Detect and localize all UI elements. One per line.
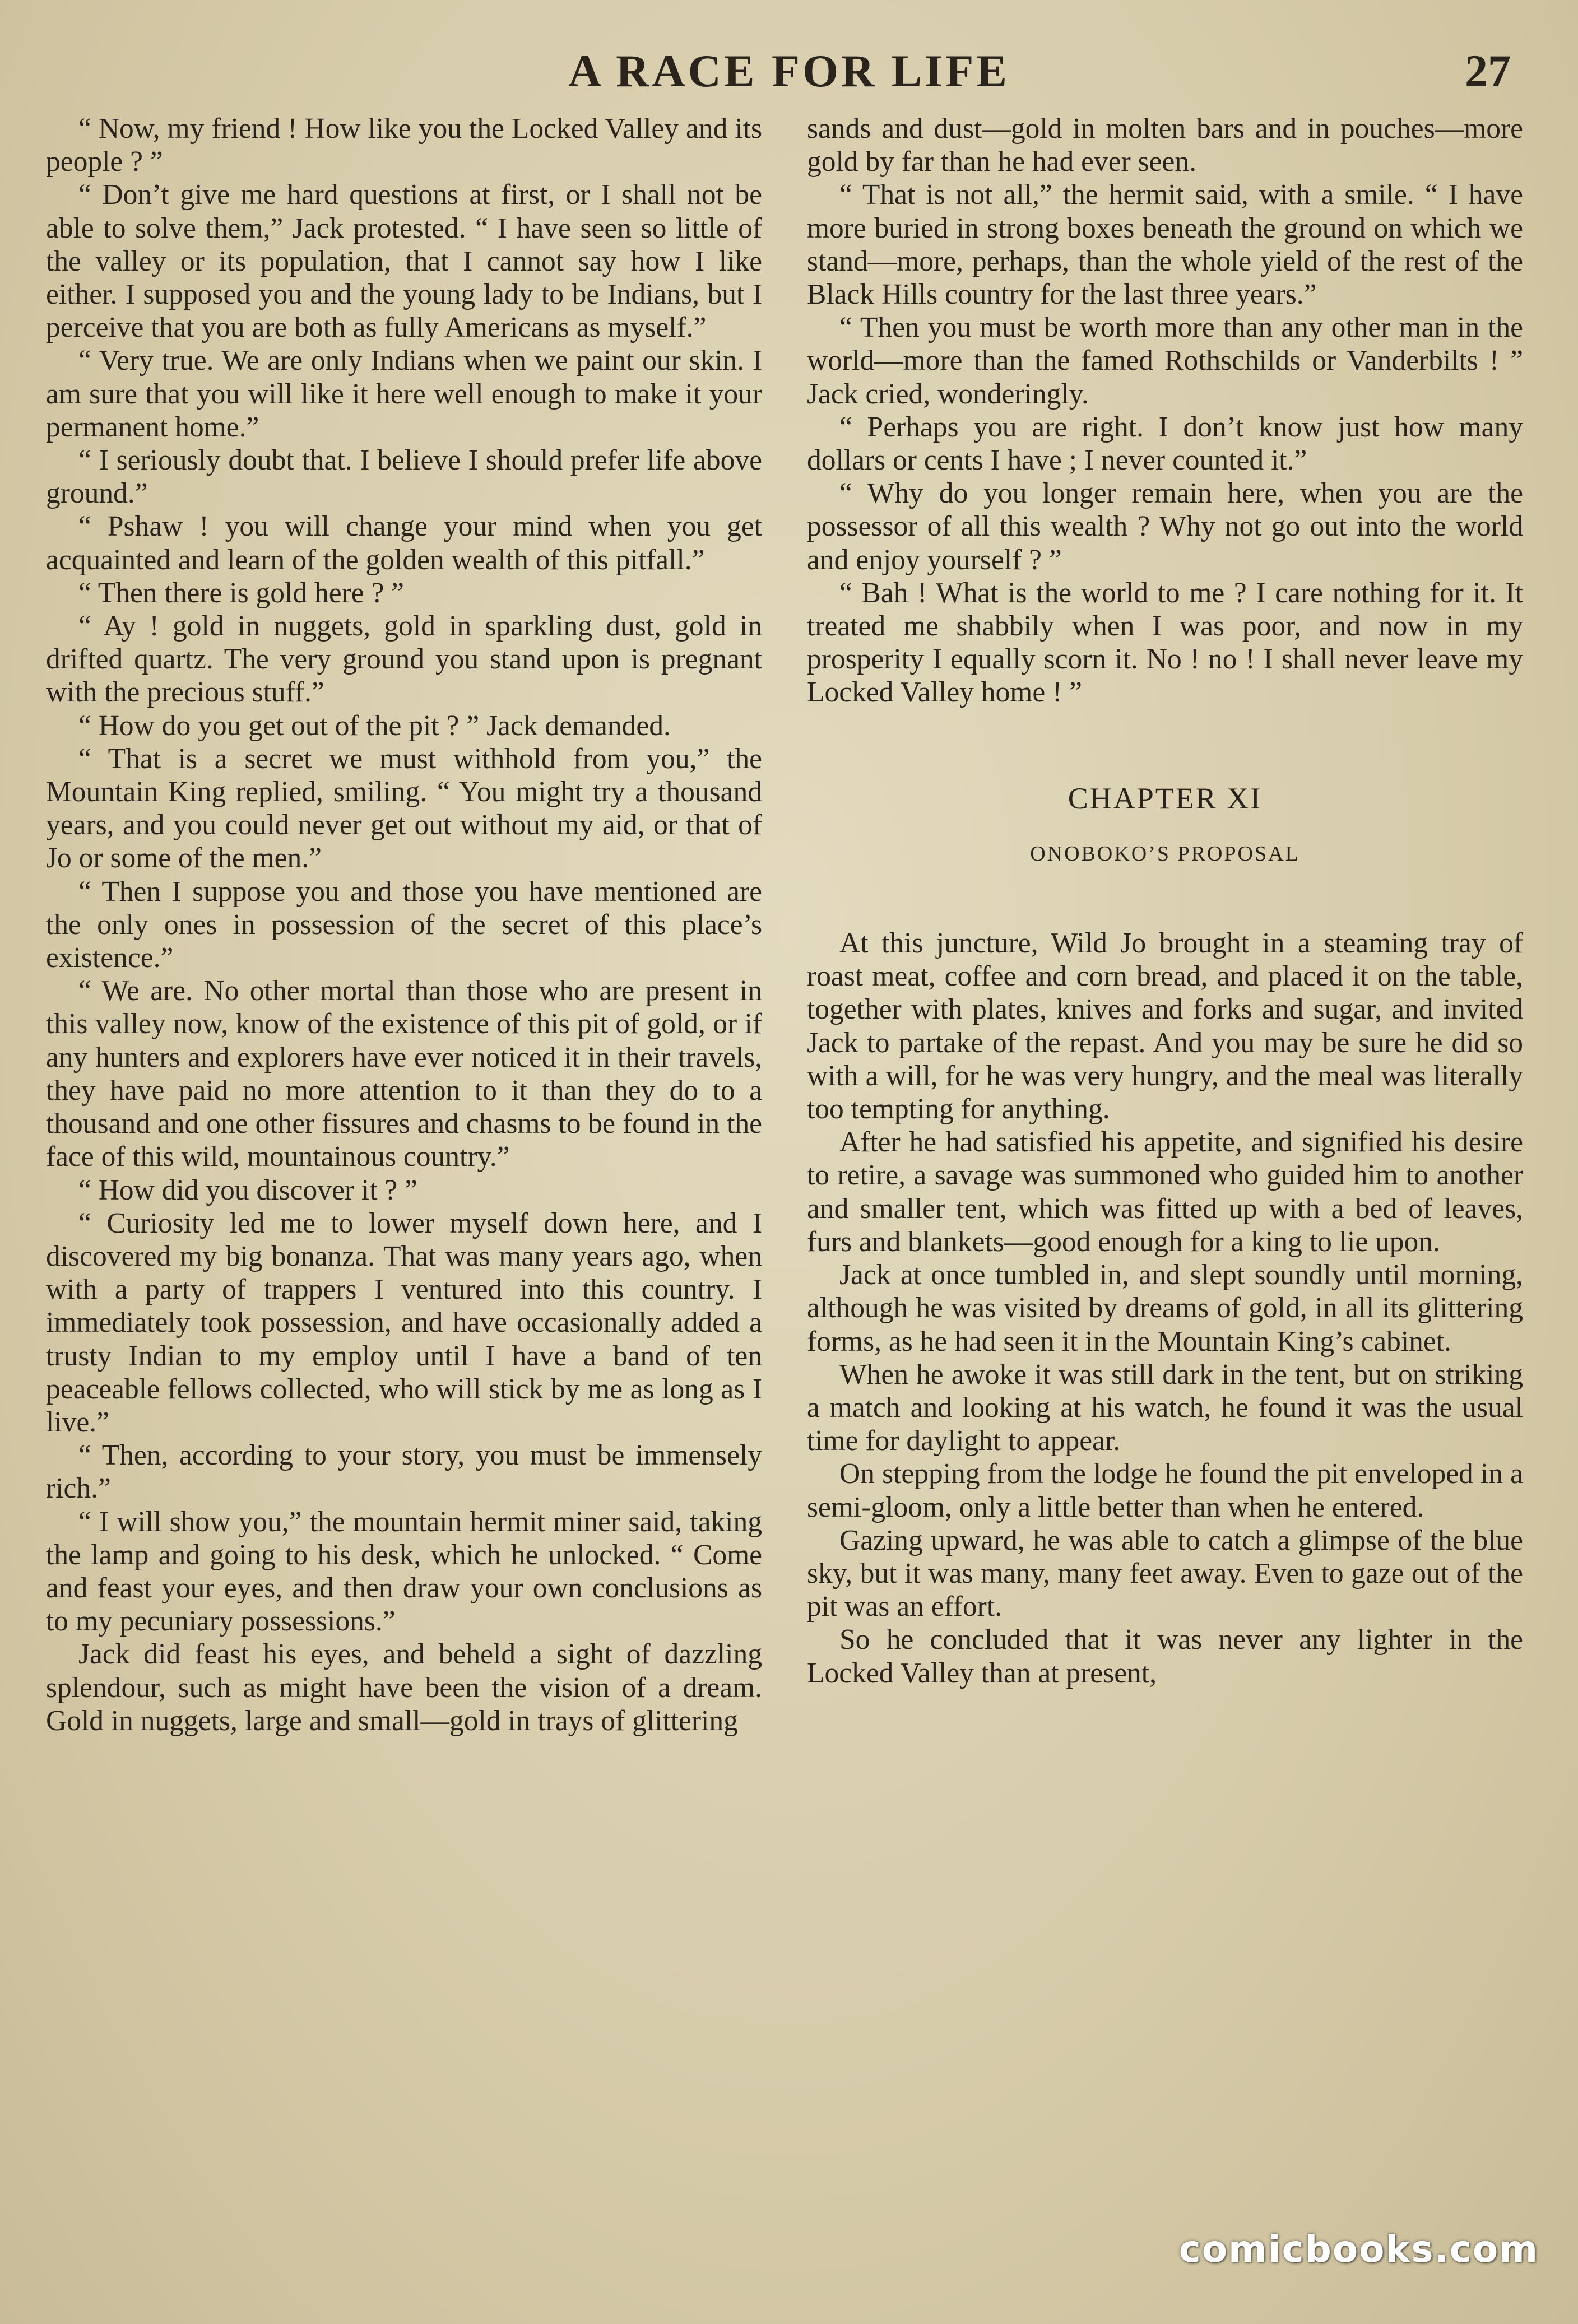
paragraph: Jack at once tumbled in, and slept soundly until morning, although he was visited by dreams of gold, in all its glittering forms, as he had seen it in the Mountain King’s cabinet. [807, 1259, 1523, 1358]
paragraph: “ Don’t give me hard questions at first, or I shall not be able to solve them,” Jack protested. “ I have seen so little of the valley or its population, that I cannot say how I like either. I supposed you and the young lady to be Indians, but I perceive that you are both as fully Americans as myself.” [46, 179, 762, 344]
paragraph: So he concluded that it was never any lighter in the Locked Valley than at present, [807, 1624, 1523, 1689]
paragraph: “ Then, according to your story, you must be immensely rich.” [46, 1439, 762, 1505]
paragraph: On stepping from the lodge he found the pit enveloped in a semi-gloom, only a little better than when he entered. [807, 1458, 1523, 1523]
paragraph: Gazing upward, he was able to catch a glimpse of the blue sky, but it was many, many feet away. Even to gaze out of the pit was an effort. [807, 1524, 1523, 1623]
paragraph: Jack did feast his eyes, and beheld a sight of dazzling splendour, such as might have been the vision of a dream. Gold in nuggets, large and small—gold in trays of glittering [46, 1638, 762, 1737]
paragraph: “ How did you discover it ? ” [78, 1174, 417, 1206]
paragraph: “ Ay ! gold in nuggets, gold in sparkling dust, gold in drifted quartz. The very ground you stand upon is pregnant with the precious stuff.” [46, 610, 762, 709]
paragraph: “ Then you must be worth more than any other man in the world—more than the famed Rothschilds or Vanderbilts ! ” Jack cried, wonderingly. [807, 312, 1523, 410]
paragraph: At this juncture, Wild Jo brought in a steaming tray of roast meat, coffee and corn bread, and placed it on the table, together with plates, knives and forks and sugar, and invited Jack to partake of the repast. And you may be sure he did so with a will, for he was very hungry, and the meal was literally too tempting for anything. [807, 927, 1523, 1126]
running-title: A RACE FOR LIFE [568, 45, 1010, 96]
paragraph: “ I seriously doubt that. I believe I should prefer life above ground.” [46, 444, 762, 510]
paragraph: “ Now, my friend ! How like you the Locked Valley and its people ? ” [46, 113, 762, 178]
paragraph: sands and dust—gold in molten bars and in pouches—more gold by far than he had ever seen. [807, 113, 1523, 178]
paragraph: After he had satisfied his appetite, and signified his desire to retire, a savage was summoned who guided him to another and smaller tent, which was fitted up with a bed of leaves, furs and blankets—good enough for a king to lie upon. [807, 1126, 1523, 1258]
page-header [45, 45, 1533, 106]
paragraph: “ Perhaps you are right. I don’t know just how many dollars or cents I have ; I never counted it.” [807, 411, 1523, 477]
paragraph: “ Curiosity led me to lower myself down here, and I discovered my big bonanza. That was many years ago, when with a party of trappers I ventured into this country. I immediately took possession, and have occasionally added a trusty Indian to my employ until I have a band of ten peaceable fellows collected, who will stick by me as long as I live.” [46, 1207, 762, 1438]
paragraph: “ Bah ! What is the world to me ? I care nothing for it. It treated me shabbily when I was poor, and now in my prosperity I equally scorn it. No ! no ! I shall never leave my Locked Valley home ! ” [807, 577, 1523, 709]
paragraph: “ Very true. We are only Indians when we paint our skin. I am sure that you will like it here well enough to make it your permanent home.” [46, 345, 762, 443]
paragraph: “ Pshaw ! you will change your mind when you get acquainted and learn of the golden wealth of this pitfall.” [46, 510, 762, 576]
watermark: comicbooks.com [1178, 2228, 1539, 2271]
paragraph: “ Then there is gold here ? ” [78, 577, 405, 609]
paragraph: “ That is not all,” the hermit said, with a smile. “ I have more buried in strong boxes beneath the ground on which we stand—more, perhaps, than the whole yield of the rest of the Black Hills country for the last three years.” [807, 179, 1523, 311]
chapter-heading: CHAPTER XI [1068, 781, 1263, 815]
left-column [46, 112, 762, 1737]
paragraph: “ That is a secret we must withhold from you,” the Mountain King replied, smiling. “ You might try a thousand years, and you could never get out without my aid, or that of Jo or some of the men.” [46, 742, 762, 875]
paragraph: “ Why do you longer remain here, when you are the possessor of all this wealth ? Why not go out into the world and enjoy yourself ? ” [807, 477, 1523, 576]
paragraph: When he awoke it was still dark in the tent, but on striking a match and looking at his watch, he found it was the usual time for daylight to appear. [807, 1358, 1523, 1457]
paragraph: “ We are. No other mortal than those who are present in this valley now, know of the existence of this pit of gold, or if any hunters and explorers have ever noticed it in their travels, they have paid no more attention to it than they do to a thousand and one other fissures and chasms to be found in the face of this wild, mountainous country.” [46, 975, 762, 1173]
paragraph: “ I will show you,” the mountain hermit miner said, taking the lamp and going to his desk, which he unlocked. “ Come and feast your eyes, and then draw your own conclusions as to my pecuniary possessions.” [46, 1505, 762, 1638]
paragraph: “ Then I suppose you and those you have mentioned are the only ones in possession of the secret of this place’s existence.” [46, 875, 762, 974]
right-column [807, 112, 1523, 1690]
paragraph: “ How do you get out of the pit ? ” Jack demanded. [78, 709, 671, 742]
chapter-subtitle: ONOBOKO’S PROPOSAL [1030, 842, 1300, 866]
page-number: 27 [1465, 45, 1511, 96]
